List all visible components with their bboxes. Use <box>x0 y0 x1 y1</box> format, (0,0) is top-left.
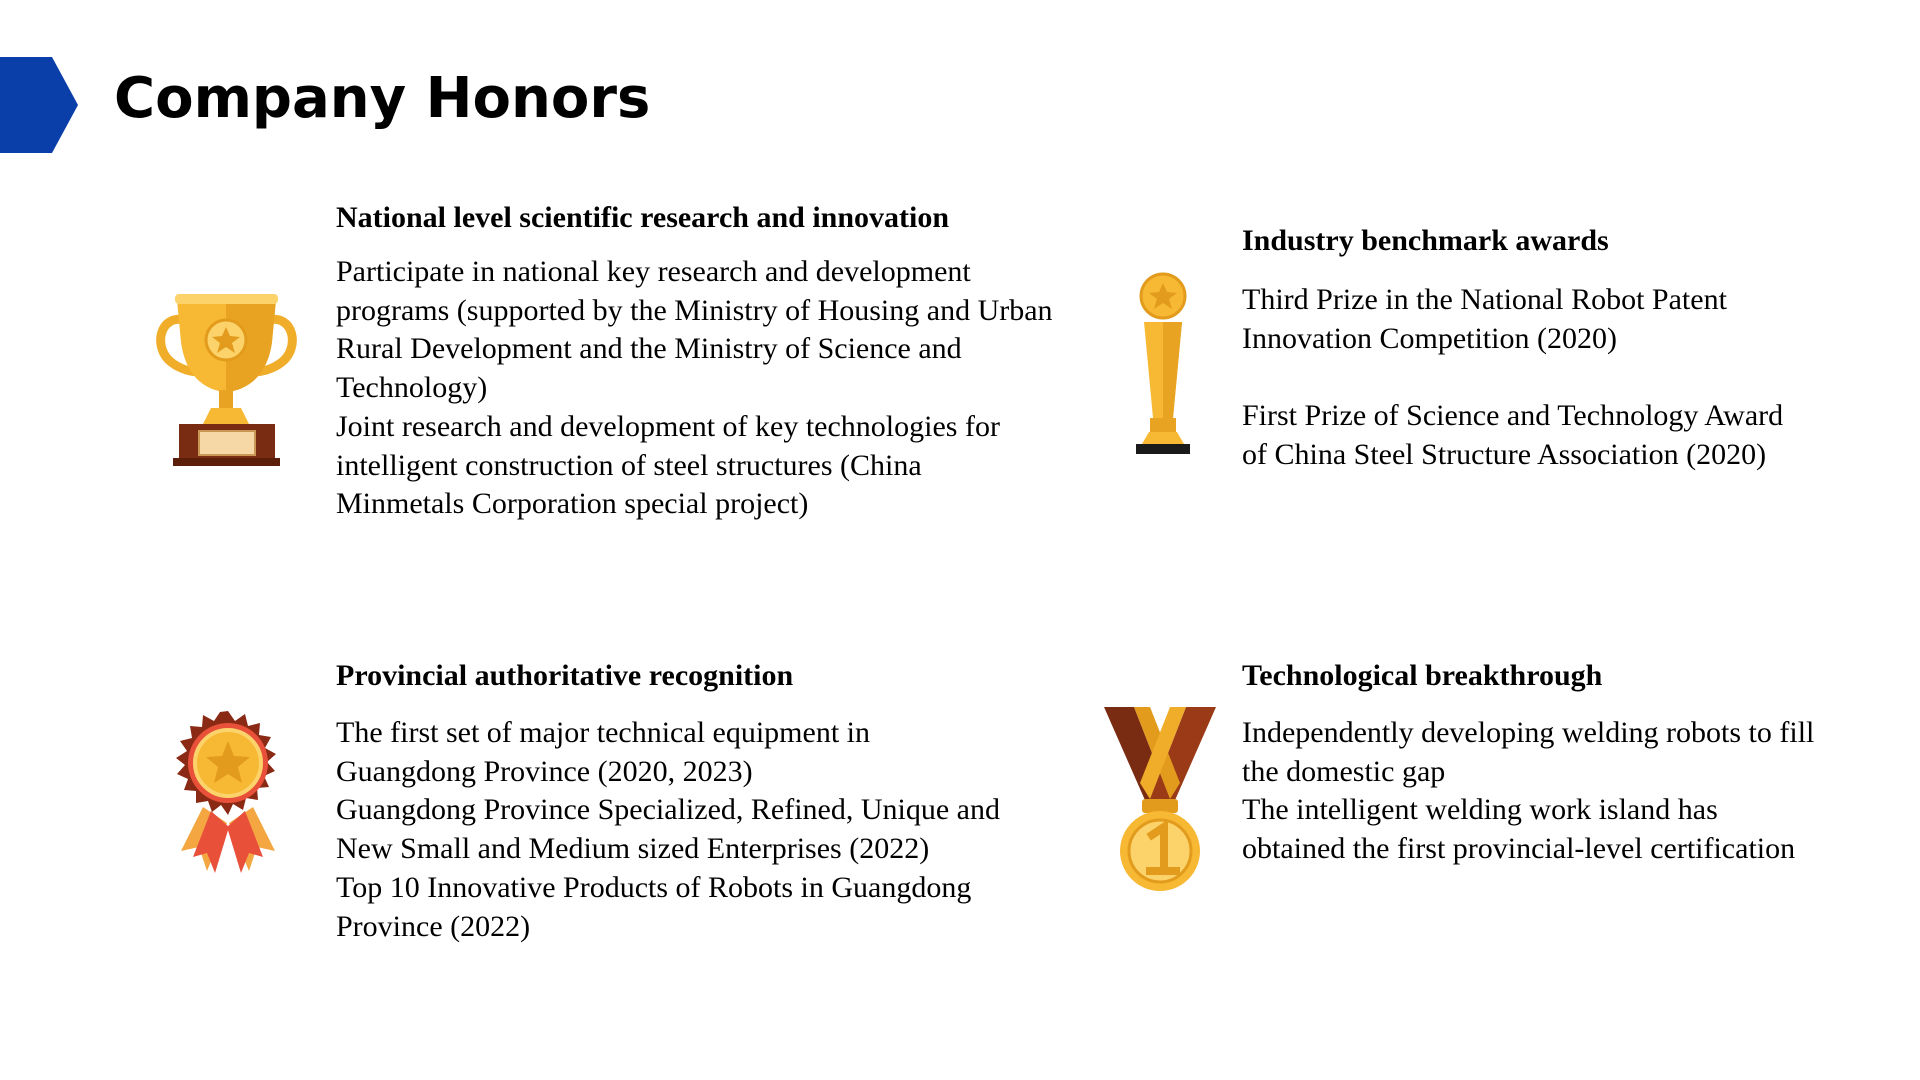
body-line: Guangdong Province Specialized, Refined, Unique and <box>336 793 1000 827</box>
body-line: Innovation Competition (2020) <box>1242 321 1617 355</box>
paragraph-gap <box>1242 358 1783 397</box>
page-title: Company Honors <box>114 66 651 131</box>
trophy-icon <box>155 292 298 466</box>
body-line: Guangdong Province (2020, 2023) <box>336 754 753 788</box>
section-provincial-recognition <box>336 657 1000 946</box>
section-body <box>336 253 1053 524</box>
section-national-research <box>336 199 1053 524</box>
body-line: Third Prize in the National Robot Patent <box>1242 283 1727 316</box>
section-body <box>1242 281 1783 475</box>
medal-icon <box>1104 707 1216 891</box>
body-line: obtained the first provincial-level certification <box>1242 832 1796 866</box>
body-line: Independently developing welding robots to fill <box>1242 716 1815 749</box>
body-line: intelligent construction of steel structures (China <box>336 448 922 482</box>
body-line: The first set of major technical equipment in <box>336 716 870 749</box>
section-heading: National level scientific research and innovation <box>336 201 950 234</box>
section-heading: Technological breakthrough <box>1242 659 1603 692</box>
body-line: Province (2022) <box>336 909 531 943</box>
body-line: the domestic gap <box>1242 754 1446 788</box>
body-line: First Prize of Science and Technology Award <box>1242 399 1784 433</box>
body-line: Joint research and development of key technologies for <box>336 409 1000 443</box>
body-line: Technology) <box>336 371 488 405</box>
body-line: programs (supported by the Ministry of Housing and Urban <box>336 293 1053 327</box>
tall-trophy-icon <box>1130 272 1194 454</box>
section-industry-awards <box>1242 222 1783 475</box>
section-heading: Industry benchmark awards <box>1242 224 1609 257</box>
body-line: New Small and Medium sized Enterprises (2022) <box>336 832 930 866</box>
section-heading: Provincial authoritative recognition <box>336 659 794 692</box>
section-body <box>1242 714 1814 869</box>
body-line: Top 10 Innovative Products of Robots in Guangdong <box>336 870 972 904</box>
body-line: Participate in national key research and development <box>336 255 971 288</box>
section-body <box>336 714 1000 946</box>
body-line: of China Steel Structure Association (2020) <box>1242 437 1767 471</box>
body-line: The intelligent welding work island has <box>1242 793 1718 827</box>
body-line: Minmetals Corporation special project) <box>336 487 809 521</box>
section-tech-breakthrough <box>1242 657 1814 869</box>
rosette-icon <box>163 711 293 875</box>
title-chevron-marker <box>0 57 78 153</box>
body-line: Rural Development and the Ministry of Science and <box>336 332 962 366</box>
